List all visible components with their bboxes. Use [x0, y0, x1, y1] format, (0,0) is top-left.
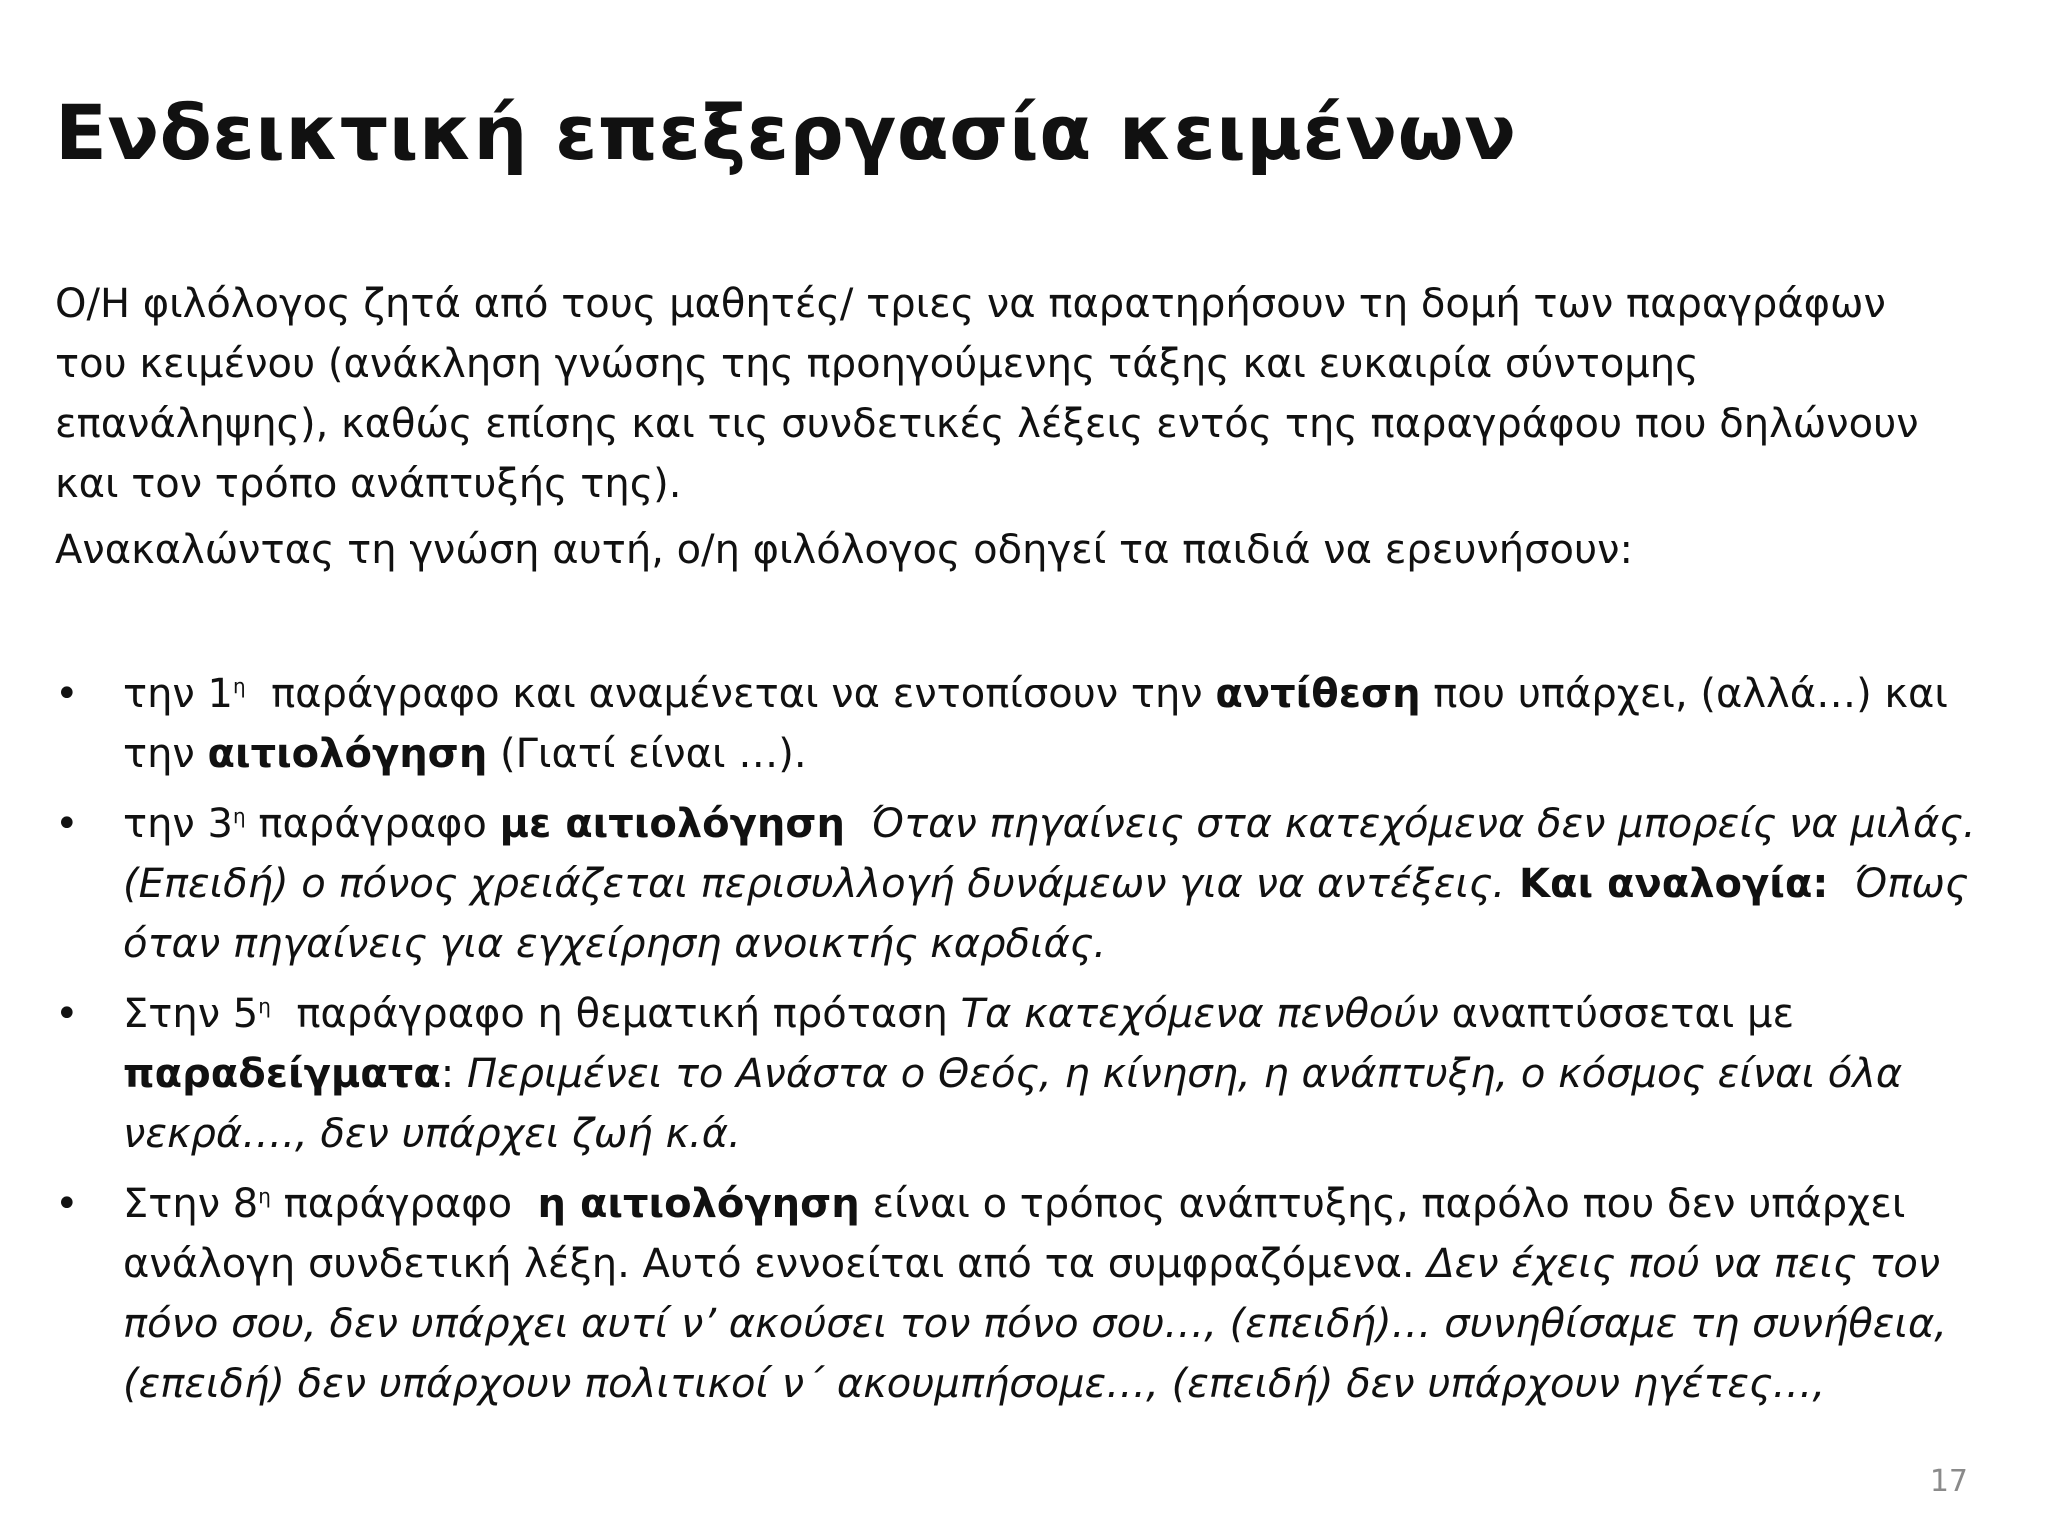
- italic-quote: Δεν έχεις πού να πεις τον: [1427, 1241, 1941, 1287]
- superscript: η: [232, 674, 246, 698]
- bullet-line: [123, 724, 2015, 784]
- italic-quote: νεκρά…., δεν υπάρχει ζωή κ.ά.: [123, 1111, 741, 1157]
- intro-text: [55, 274, 2015, 580]
- bullet-icon: •: [55, 1181, 79, 1227]
- italic-quote: όταν πηγαίνεις για εγχείρηση ανοικτής καρδιάς.: [123, 921, 1107, 967]
- text-run: :: [440, 1051, 467, 1097]
- text-run: παράγραφο και αναμένεται να εντοπίσουν την: [245, 671, 1216, 717]
- bold-term: αντίθεση: [1215, 671, 1421, 717]
- bullet-item-paragraph-5: [55, 984, 2015, 1164]
- bullet-item-paragraph-3: [55, 794, 2015, 974]
- text-run: Στην 5: [123, 991, 259, 1037]
- bullet-icon: •: [55, 801, 79, 847]
- italic-quote: (επειδή) δεν υπάρχουν πολιτικοί ν΄ ακουμπήσομε…, (επειδή) δεν υπάρχουν ηγέτες…,: [123, 1361, 1826, 1407]
- bullet-icon: •: [55, 991, 79, 1037]
- italic-quote: πόνο σου, δεν υπάρχει αυτί ν’ ακούσει τον πόνο σου…, (επειδή)… συνηθίσαμε τη συνήθεια,: [123, 1301, 1948, 1347]
- slide-title: Ενδεικτική επεξεργασία κειμένων: [55, 88, 1517, 177]
- bullet-line: [123, 1294, 2015, 1354]
- bullet-line: [123, 1104, 2015, 1164]
- bold-term: η αιτιολόγηση: [537, 1181, 860, 1227]
- text-run: την: [123, 731, 208, 777]
- bullet-line: [123, 1174, 2015, 1234]
- bullet-line: [123, 1044, 2015, 1104]
- bullet-item-paragraph-1: [55, 664, 2015, 784]
- bullet-line: [123, 984, 2015, 1044]
- intro-line: επανάληψης), καθώς επίσης και τις συνδετικές λέξεις εντός της παραγράφου που δηλώνουν: [55, 401, 1919, 447]
- text-run: Στην 8: [123, 1181, 259, 1227]
- italic-quote: Τα κατεχόμενα πενθούν: [960, 991, 1439, 1037]
- text-run: που υπάρχει, (αλλά…) και: [1420, 671, 1948, 717]
- superscript: η: [232, 804, 246, 828]
- superscript: η: [258, 1184, 271, 1208]
- intro-line: του κειμένου (ανάκληση γνώσης της προηγούμενης τάξης και ευκαιρία σύντομης: [55, 341, 1699, 387]
- text-run: παράγραφο: [270, 1181, 538, 1227]
- bullet-line: [123, 854, 2015, 914]
- bold-term: με αιτιολόγηση: [499, 801, 846, 847]
- bullet-line: [123, 914, 2015, 974]
- bold-term: παραδείγματα: [123, 1051, 441, 1097]
- text-run: παράγραφο: [245, 801, 500, 847]
- page-number: 17: [1929, 1464, 1968, 1499]
- bold-term: Και αναλογία:: [1505, 861, 1829, 907]
- text-run: είναι ο τρόπος ανάπτυξης, παρόλο που δεν υπάρχει: [859, 1181, 1906, 1227]
- bullet-icon: •: [55, 671, 79, 717]
- text-run: την 1: [123, 671, 233, 717]
- bullet-line: [123, 1234, 2015, 1294]
- bullet-line: [123, 794, 2015, 854]
- bullet-line: [123, 664, 2015, 724]
- italic-quote: Όπως: [1828, 861, 1969, 907]
- italic-quote: Όταν πηγαίνεις στα κατεχόμενα δεν μπορείς να μιλάς.: [845, 801, 1976, 847]
- text-run: παράγραφο η θεματική πρόταση: [270, 991, 961, 1037]
- bold-term: αιτιολόγηση: [207, 731, 488, 777]
- intro-line: Ο/Η φιλόλογος ζητά από τους μαθητές/ τριες να παρατηρήσουν τη δομή των παραγράφων: [55, 281, 1886, 327]
- intro-line: Ανακαλώντας τη γνώση αυτή, ο/η φιλόλογος οδηγεί τα παιδιά να ερευνήσουν:: [55, 527, 1633, 573]
- bullet-item-paragraph-8: [55, 1174, 2015, 1414]
- text-run: αναπτύσσεται με: [1438, 991, 1795, 1037]
- text-run: την 3: [123, 801, 233, 847]
- italic-quote: Περιμένει το Ανάστα ο Θεός, η κίνηση, η ανάπτυξη, ο κόσμος είναι όλα: [466, 1051, 1903, 1097]
- superscript: η: [258, 994, 271, 1018]
- text-run: (Γιατί είναι …).: [487, 731, 807, 777]
- intro-line: και τον τρόπο ανάπτυξής της).: [55, 461, 682, 507]
- italic-quote: (Επειδή) ο πόνος χρειάζεται περισυλλογή δυνάμεων για να αντέξεις.: [123, 861, 1506, 907]
- bullet-list: [55, 664, 2015, 1424]
- text-run: ανάλογη συνδετική λέξη. Αυτό εννοείται από τα συμφραζόμενα.: [123, 1241, 1428, 1287]
- bullet-line: [123, 1354, 2015, 1414]
